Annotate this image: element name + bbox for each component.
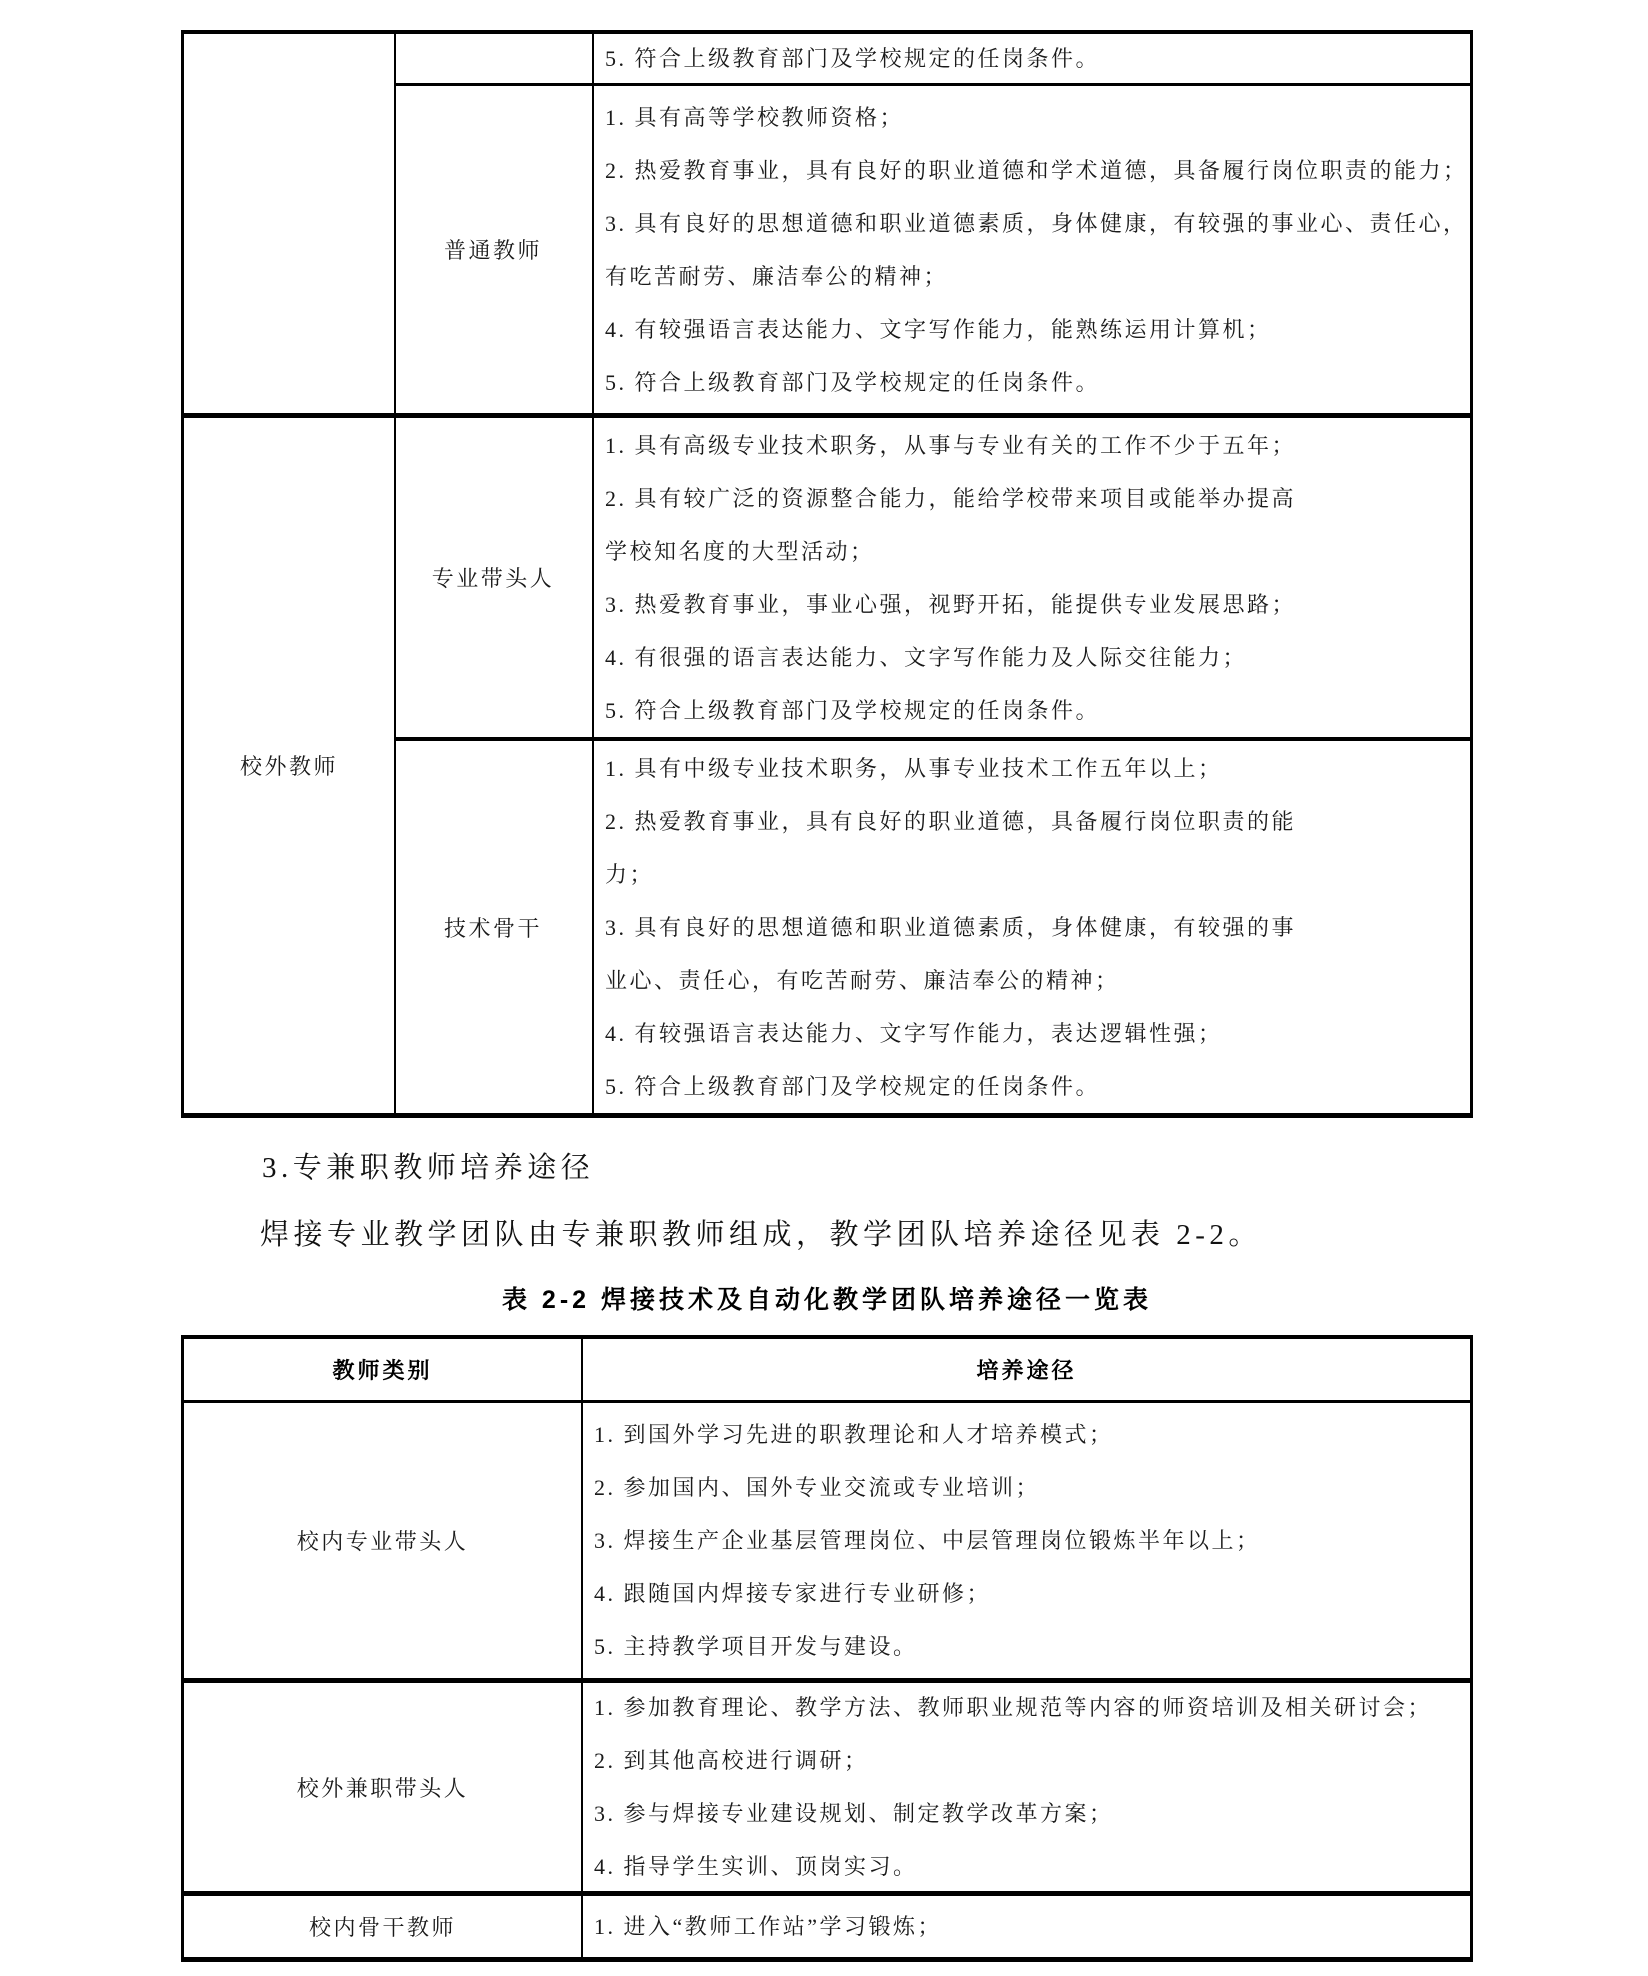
table-text-line: 4. 有很强的语言表达能力、文字写作能力及人际交往能力； (605, 644, 1248, 670)
column-header-training-path: 培养途径 (976, 1358, 1077, 1383)
table-cell-subcategory-major-leader: 专业带头人 (431, 566, 555, 591)
table-text-line: 有吃苦耐劳、廉洁奉公的精神； (605, 263, 949, 289)
table-text-line: 4. 有较强语言表达能力、文字写作能力，能熟练运用计算机； (605, 316, 1272, 342)
table-cell-requirements-major-leader (594, 418, 1481, 737)
table-cell-category-external-teacher: 校外教师 (239, 754, 338, 779)
table-text-line: 2. 到其他高校进行调研； (594, 1748, 869, 1773)
table-cell-category-external-parttime-leader: 校外兼职带头人 (296, 1775, 469, 1801)
table-cell-requirements-regular-teacher (594, 86, 1481, 413)
table1-bottom-border (181, 1113, 1473, 1118)
table-cell-requirements-technical-backbone (594, 741, 1481, 1113)
teacher-requirements-table (181, 30, 1473, 1118)
training-path-table (181, 1335, 1473, 1962)
table-caption: 表 2-2 焊接技术及自动化教学团队培养途径一览表 (501, 1286, 1153, 1314)
table-text-line: 1. 参加教育理论、教学方法、教师职业规范等内容的师资培训及相关研讨会； (594, 1695, 1433, 1720)
table-cell-subcategory-regular-teacher: 普通教师 (443, 238, 542, 263)
table-text-line: 1. 具有中级专业技术职务，从事专业技术工作五年以上； (605, 755, 1223, 781)
table-text-line: 1. 具有高级专业技术职务，从事与专业有关的工作不少于五年； (605, 432, 1297, 458)
table-text-line: 3. 热爱教育事业，事业心强，视野开拓，能提供专业发展思路； (605, 591, 1297, 617)
table-text-line: 3. 具有良好的思想道德和职业道德素质，身体健康，有较强的事业心、责任心， (605, 210, 1468, 236)
table-cell-path-internal-backbone-teacher (583, 1896, 1481, 1957)
table-text-line: 1. 进入“教师工作站”学习锻炼； (594, 1914, 943, 1939)
table-text-line: 1. 到国外学习先进的职教理论和人才培养模式； (594, 1422, 1114, 1447)
table-text-line: 4. 指导学生实训、顶岗实习。 (594, 1854, 918, 1879)
table-cell-category-internal-backbone-teacher: 校内骨干教师 (308, 1915, 456, 1940)
table-text-line: 5. 符合上级教育部门及学校规定的任岗条件。 (605, 697, 1101, 723)
table-text-line: 1. 具有高等学校教师资格； (605, 104, 905, 130)
table-text-line: 业心、责任心，有吃苦耐劳、廉洁奉公的精神； (605, 967, 1120, 993)
section-heading: 3.专兼职教师培养途径 (262, 1152, 595, 1184)
table-text-line: 4. 有较强语言表达能力、文字写作能力，表达逻辑性强； (605, 1020, 1223, 1046)
table-text-line: 2. 具有较广泛的资源整合能力，能给学校带来项目或能举办提高 (605, 485, 1297, 511)
table-cell-path-internal-major-leader (583, 1403, 1481, 1678)
table-cell-path-external-parttime-leader (583, 1683, 1481, 1891)
table-text-line: 力； (605, 861, 655, 887)
table-text-line: 2. 热爱教育事业，具有良好的职业道德和学术道德，具备履行岗位职责的能力； (605, 157, 1468, 183)
table-text-line: 学校知名度的大型活动； (605, 538, 875, 564)
column-header-teacher-category: 教师类别 (332, 1358, 433, 1383)
table-text-line: 5. 主持教学项目开发与建设。 (594, 1634, 918, 1659)
body-paragraph: 焊接专业教学团队由专兼职教师组成，教学团队培养途径见表 2-2。 (260, 1219, 1262, 1251)
table-text-line: 5. 符合上级教育部门及学校规定的任岗条件。 (605, 1073, 1101, 1099)
table-text-line: 2. 参加国内、国外专业交流或专业培训； (594, 1475, 1041, 1500)
table-text-line: 5. 符合上级教育部门及学校规定的任岗条件。 (605, 46, 1101, 71)
table-text-line: 2. 热爱教育事业，具有良好的职业道德，具备履行岗位职责的能 (605, 808, 1297, 834)
table-text-line: 3. 具有良好的思想道德和职业道德素质，身体健康，有较强的事 (605, 914, 1297, 940)
table-text-line: 3. 焊接生产企业基层管理岗位、中层管理岗位锻炼半年以上； (594, 1528, 1261, 1553)
table2-bottom-border (181, 1957, 1473, 1962)
table-text-line: 5. 符合上级教育部门及学校规定的任岗条件。 (605, 369, 1101, 395)
table-text-line: 4. 跟随国内焊接专家进行专业研修； (594, 1581, 992, 1606)
table-cell-category-internal-major-leader: 校内专业带头人 (296, 1529, 469, 1554)
table-cell-requirements-continued (594, 34, 1481, 83)
table-text-line: 3. 参与焊接专业建设规划、制定教学改革方案； (594, 1801, 1114, 1826)
table-cell-subcategory-technical-backbone: 技术骨干 (443, 915, 542, 941)
